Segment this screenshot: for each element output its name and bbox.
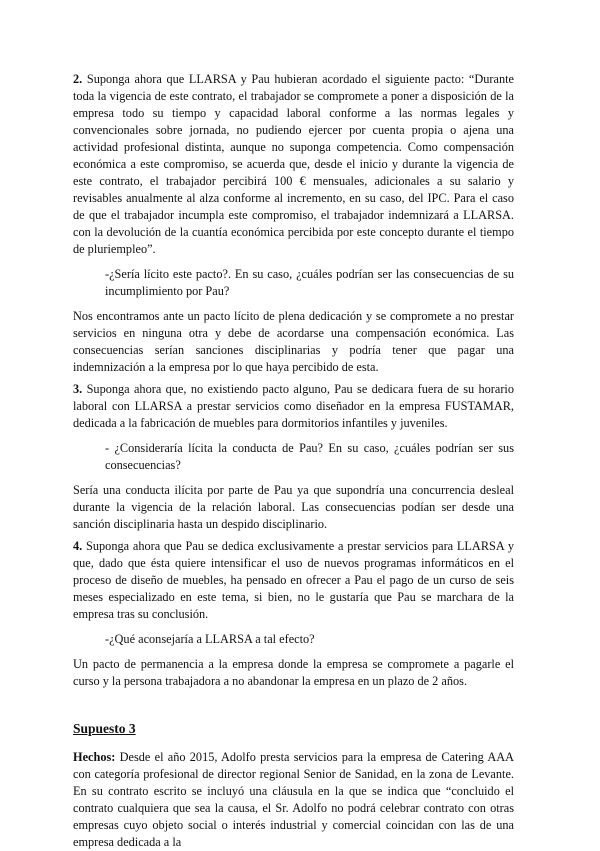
question-3-text: Suponga ahora que, no existiendo pacto alguno, Pau se dedicara fuera de su horario laboral con LLARSA a prestar servicios como diseñador en la empresa FUSTAMAR, dedicada a la fabricación de muebles para dormitorios infantiles y juveniles. [73, 382, 514, 430]
question-4-answer: Un pacto de permanencia a la empresa donde la empresa se compromete a pagarle el curso y la persona trabajadora a no abandonar la empresa en un plazo de 2 años. [73, 657, 514, 688]
question-2-text: Suponga ahora que LLARSA y Pau hubieran acordado el siguiente pacto: “Durante toda la vigencia de este contrato, el trabajador se compromete a poner a disposición de la empresa todo su tiempo y capacidad laboral conforme a las normas legales y convencionales sobre jornada, no pudiendo ejercer por cuenta propia o ajena una actividad profesional distinta, aunque no suponga competencia. Como compensación económica a este compromiso, se acuerda que, desde el inicio y durante la vigencia de este contrato, el trabajador percibirá 100 € mensuales, adicionales a su salario y revisables anualmente al alza conforme al incremento, en su caso, del IPC. Para el caso de que el trabajador incumpla este compromiso, el trabajador indemnizará a LLARSA. con la devolución de la cuantía económica percibida por este concepto durante el tiempo de pluriempleo”. [73, 72, 514, 256]
question-3-prompt: - ¿Consideraría lícita la conducta de Pau? En su caso, ¿cuáles podrían ser sus consecuencias? [105, 441, 514, 472]
question-2-number: 2. [73, 72, 83, 86]
facts-text: Desde el año 2015, Adolfo presta servicios para la empresa de Catering AAA con categoría profesional de director regional Senior de Sanidad, en la zona de Levante. En su contrato escrito se incluyó una cláusula en la que se indica que “concluido el contrato cualquiera que sea la causa, el Sr. Adolfo no podrá celebrar contrato con otras empresas cuyo objeto social o interés industrial y comercial coincidan con las de una empresa dedicada a la [73, 750, 514, 849]
question-2-statement [73, 71, 514, 258]
question-3-answer: Sería una conducta ilícita por parte de Pau ya que supondría una concurrencia desleal durante la vigencia de la relación laboral. Las consecuencias podían ser desde una sanción disciplinaria hasta un despido disciplinario. [73, 483, 514, 531]
question-4-text: Suponga ahora que Pau se dedica exclusivamente a prestar servicios para LLARSA y que, dado que ésta quiere intensificar el uso de nuevos programas informáticos en el proceso de diseño de muebles, ha pensado en ofrecer a Pau el pago de un curso de seis meses especializado en este tema, si bien, no le gustaría que Pau se marchara de la empresa tras su conclusión. [73, 539, 514, 621]
section-heading-supuesto-3: Supuesto 3 [73, 721, 136, 736]
question-3-statement [73, 381, 514, 432]
facts-label: Hechos: [73, 750, 116, 764]
question-4-prompt: -¿Qué aconsejaría a LLARSA a tal efecto? [105, 632, 315, 646]
question-4-number: 4. [73, 539, 83, 553]
supuesto-3-facts [73, 749, 514, 851]
question-4-statement [73, 538, 514, 623]
question-3-number: 3. [73, 382, 83, 396]
question-2-prompt: -¿Sería lícito este pacto?. En su caso, ¿cuáles podrían ser las consecuencias de su incumplimiento por Pau? [105, 267, 514, 298]
question-2-answer: Nos encontramos ante un pacto lícito de plena dedicación y se compromete a no prestar servicios en ninguna otra y debe de acordarse una compensación económica. Las consecuencias serían sanciones disciplinarias y podría tener que pagar una indemnización a la empresa por lo que haya percibido de esta. [73, 309, 514, 374]
